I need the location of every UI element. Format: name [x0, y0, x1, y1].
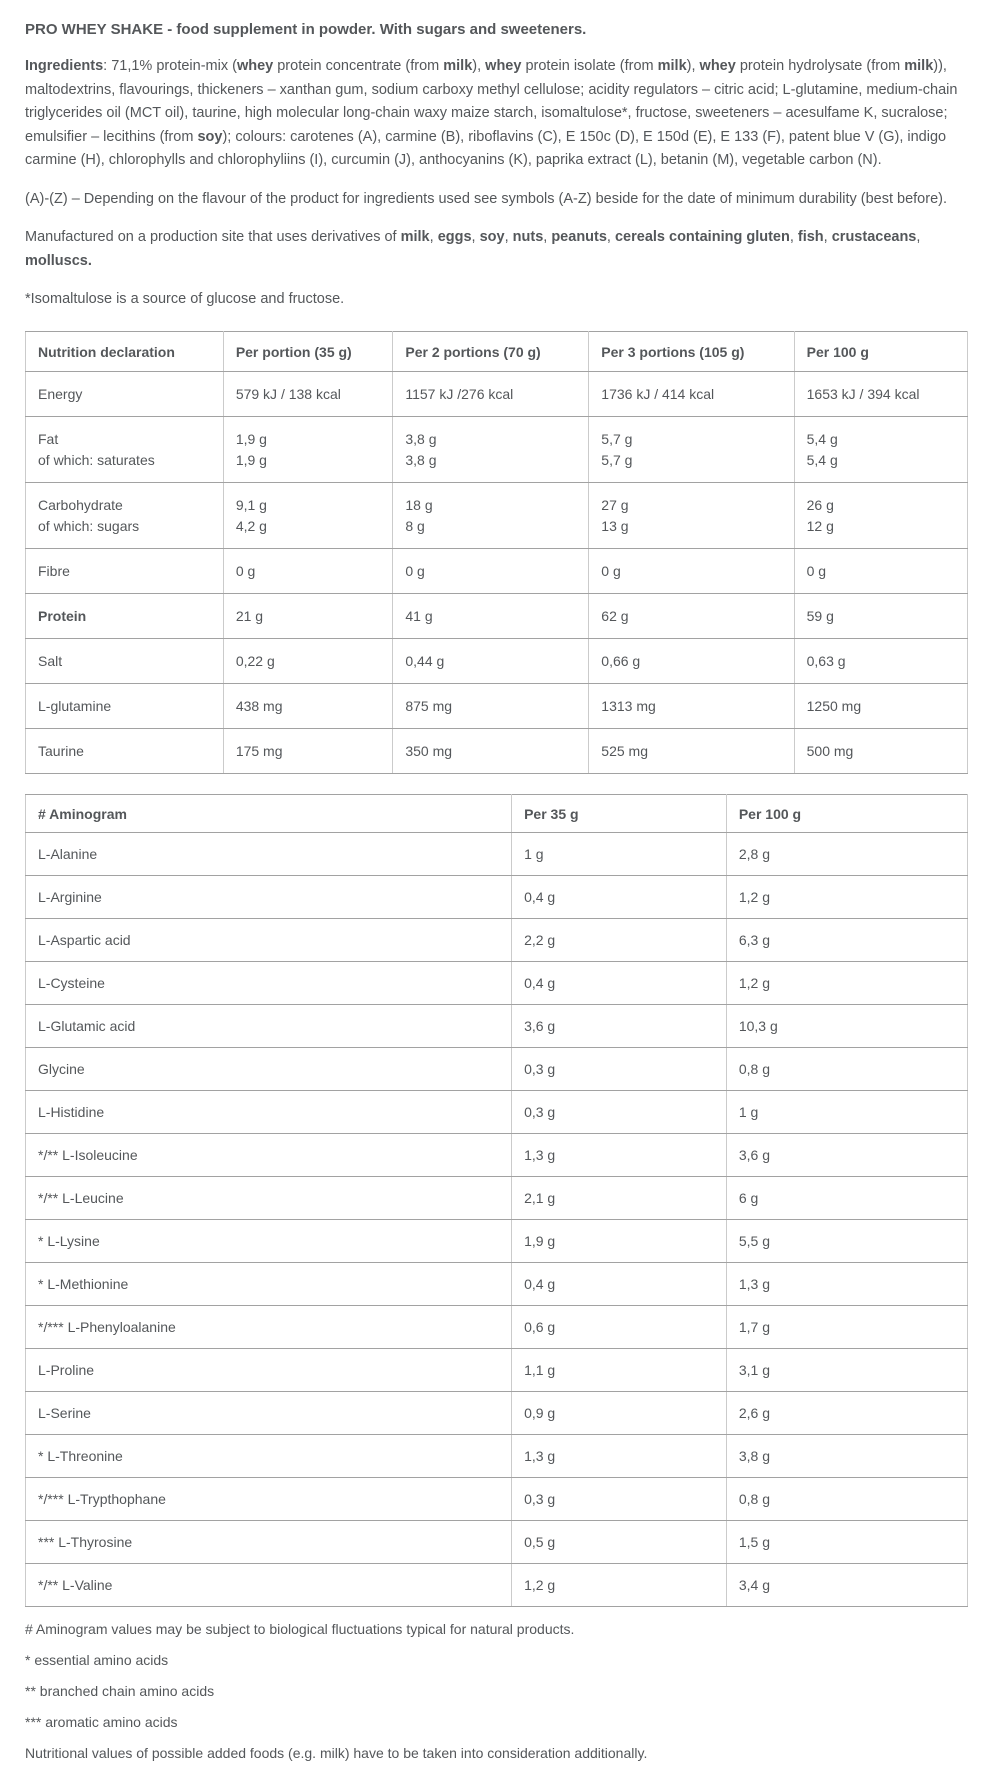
value-cell [794, 728, 967, 773]
column-header: Per 3 portions (105 g) [589, 331, 794, 371]
cell-text: 2,2 g [524, 931, 556, 948]
cell-text: 579 kJ / 138 kcal [235, 385, 341, 402]
bold-text-run: soy [479, 229, 505, 245]
cell-text: 0,3 g [524, 1060, 556, 1077]
aminogram-row [26, 832, 968, 875]
bold-text-run: molluscs. [25, 252, 92, 269]
value-cell [512, 875, 727, 918]
isomaltulose-note [25, 288, 968, 312]
text-run: : 71,1% protein-mix ( [103, 58, 237, 74]
aminogram-row [26, 1477, 968, 1520]
aminogram-row [26, 1262, 968, 1305]
cell-text: 0 g [601, 562, 621, 579]
value-cell [223, 416, 393, 482]
text-run: ), [472, 58, 486, 74]
cell-text: 1 g [738, 1103, 759, 1120]
cell-text: 1,2 g [738, 974, 770, 991]
cell-text: 5,5 g [738, 1232, 770, 1249]
flavour-symbols-note [25, 188, 968, 212]
value-cell [512, 1090, 727, 1133]
amino-acid-label-cell [26, 1090, 512, 1133]
aminogram-row [26, 1219, 968, 1262]
cell-text: L-Serine [38, 1404, 91, 1421]
value-cell [794, 416, 967, 482]
aminogram-row [26, 1563, 968, 1606]
cell-text: 3,8 g [405, 430, 437, 447]
cell-text: 0,6 g [524, 1318, 556, 1335]
amino-acid-label-cell [26, 832, 512, 875]
cell-text: Glycine [38, 1060, 85, 1077]
cell-text: */** L-Valine [38, 1576, 113, 1593]
row-label-cell [26, 683, 224, 728]
amino-acid-label-cell [26, 875, 512, 918]
value-cell [726, 1563, 967, 1606]
aminogram-table [25, 794, 968, 1607]
value-cell [512, 1477, 727, 1520]
cell-text: Protein [38, 607, 87, 624]
added-foods-footnote: Nutritional values of possible added foods (e.g. milk) have to be taken into consideration additionally. [25, 1744, 648, 1761]
value-cell [726, 918, 967, 961]
cell-text: 41 g [405, 607, 433, 624]
cell-text: 0,4 g [524, 974, 556, 991]
bold-text-run: fish [797, 229, 824, 245]
cell-text: L-Aspartic acid [38, 931, 131, 948]
column-header: Per 100 g [726, 794, 967, 832]
cell-text: 0,4 g [524, 888, 556, 905]
amino-acid-label-cell [26, 1262, 512, 1305]
cell-text: 1,3 g [524, 1447, 556, 1464]
cell-text: 0,5 g [524, 1533, 556, 1550]
text-run: , [789, 229, 798, 245]
cell-text: * L-Methionine [38, 1275, 129, 1292]
value-cell [223, 638, 393, 683]
row-label-cell [26, 638, 224, 683]
value-cell [223, 371, 393, 416]
value-cell [223, 683, 393, 728]
nutrition-row [26, 371, 968, 416]
cell-text: 5,7 g [601, 430, 633, 447]
nutrition-row [26, 638, 968, 683]
product-title: PRO WHEY SHAKE - food supplement in powder. With sugars and sweeteners. [25, 21, 587, 38]
amino-acid-label-cell [26, 1391, 512, 1434]
value-cell [393, 638, 589, 683]
value-cell [512, 1004, 727, 1047]
cell-text: 1736 kJ / 414 kcal [601, 385, 715, 402]
cell-text: 12 g [806, 517, 834, 534]
cell-text: L-Cysteine [38, 974, 105, 991]
text-run: , [916, 229, 921, 245]
value-cell [512, 918, 727, 961]
nutrition-row [26, 482, 968, 548]
value-cell [726, 832, 967, 875]
cell-text: 1,3 g [738, 1275, 770, 1292]
cell-text: 3,8 g [405, 451, 437, 468]
aminogram-row [26, 1047, 968, 1090]
value-cell [589, 593, 794, 638]
cell-text: 0,66 g [601, 652, 641, 669]
nutrition-declaration-table [25, 331, 968, 774]
value-cell [726, 1176, 967, 1219]
cell-text: 26 g [806, 496, 834, 513]
text-run: protein hydrolysate (from [735, 58, 905, 74]
cell-text: 13 g [601, 517, 629, 534]
amino-acid-label-cell [26, 918, 512, 961]
amino-acid-label-cell [26, 1434, 512, 1477]
cell-text: 0,8 g [738, 1490, 770, 1507]
cell-text: 6,3 g [738, 931, 770, 948]
amino-acid-label-cell [26, 1348, 512, 1391]
value-cell [726, 1133, 967, 1176]
cell-text: 0,4 g [524, 1275, 556, 1292]
aminogram-row [26, 1434, 968, 1477]
value-cell [512, 1219, 727, 1262]
amino-acid-label-cell [26, 1520, 512, 1563]
nutrition-row [26, 683, 968, 728]
amino-acid-label-cell [26, 1004, 512, 1047]
cell-text: 500 mg [806, 742, 854, 759]
value-cell [393, 683, 589, 728]
aminogram-row [26, 1133, 968, 1176]
ingredients-paragraph [25, 55, 968, 173]
value-cell [726, 1047, 967, 1090]
column-header: Per 100 g [794, 331, 967, 371]
cell-text: of which: sugars [38, 517, 140, 534]
amino-acid-label-cell [26, 1176, 512, 1219]
cell-text: 8 g [405, 517, 425, 534]
cell-text: 3,6 g [524, 1017, 556, 1034]
value-cell [393, 371, 589, 416]
cell-text: 1250 mg [806, 697, 862, 714]
cell-text: 9,1 g [235, 496, 267, 513]
cell-text: 2,6 g [738, 1404, 770, 1421]
cell-text: * L-Threonine [38, 1447, 123, 1464]
value-cell [589, 416, 794, 482]
row-label-cell [26, 416, 224, 482]
cell-text: * L-Lysine [38, 1232, 100, 1249]
cell-text: 1,9 g [235, 451, 267, 468]
amino-acid-label-cell [26, 1133, 512, 1176]
cell-text: 0,3 g [524, 1103, 556, 1120]
row-label-cell [26, 548, 224, 593]
value-cell [794, 683, 967, 728]
column-header: Per 2 portions (70 g) [393, 331, 589, 371]
cell-text: 875 mg [405, 697, 453, 714]
cell-text: */*** L-Trypthophane [38, 1490, 166, 1507]
value-cell [794, 371, 967, 416]
text-run: protein isolate (from [521, 58, 658, 74]
cell-text: Carbohydrate [38, 496, 123, 513]
text-run: , [606, 229, 615, 245]
value-cell [393, 548, 589, 593]
value-cell [726, 961, 967, 1004]
bold-text-run: soy [197, 128, 223, 145]
cell-text: */** L-Leucine [38, 1189, 124, 1206]
bold-text-run: cereals containing gluten [614, 229, 790, 245]
value-cell [393, 728, 589, 773]
cell-text: 0,22 g [235, 652, 275, 669]
bold-text-run: milk [904, 58, 934, 74]
cell-text: 1,1 g [524, 1361, 556, 1378]
text-run: ); colours: carotenes (A), carmine (B), riboflavins (C), E 150c (D), E 150d (E), E 133 (F), patent blue V (G), indigo carmine (H), chlorophylls and chlorophyliins (I), curcumin (J), anthocyanins (K), paprika extract (L), betanin (M), vegetable carbon (N). [25, 128, 947, 168]
nutrition-row [26, 728, 968, 773]
cell-text: of which: saturates [38, 451, 155, 468]
aminogram-row [26, 1004, 968, 1047]
cell-text: L-Histidine [38, 1103, 105, 1120]
text-run: Manufactured on a production site that uses derivatives of [25, 229, 401, 245]
cell-text: 1,9 g [235, 430, 267, 447]
cell-text: 1,2 g [738, 888, 770, 905]
cell-text: 438 mg [235, 697, 283, 714]
nutrition-row [26, 593, 968, 638]
cell-text: */*** L-Phenyloalanine [38, 1318, 176, 1335]
value-cell [726, 1004, 967, 1047]
text-run: , [471, 229, 480, 245]
cell-text: 5,4 g [806, 430, 838, 447]
value-cell [223, 593, 393, 638]
aromatic-amino-footnote: *** aromatic amino acids [25, 1713, 178, 1730]
value-cell [726, 1391, 967, 1434]
cell-text: 62 g [601, 607, 629, 624]
text-run: )), maltodextrins, flavourings, thickeners – xanthan gum, sodium carboxy methyl cellulose; acidity regulators – citric acid; L-glutamine, medium-chain triglycerides oil (MCT oil), taurine, high molecular long-chain waxy maize starch, isomaltulose*, fructose, sweeteners – acesulfame K, sucralose; emulsifier – lecithins (from [25, 58, 958, 145]
bcaa-footnote: ** branched chain amino acids [25, 1682, 215, 1699]
cell-text: Taurine [38, 742, 84, 759]
cell-text: 18 g [405, 496, 433, 513]
amino-acid-label-cell [26, 1477, 512, 1520]
cell-text: 1,2 g [524, 1576, 556, 1593]
aminogram-row [26, 1391, 968, 1434]
value-cell [223, 482, 393, 548]
value-cell [512, 1047, 727, 1090]
cell-text: L-Glutamic acid [38, 1017, 136, 1034]
cell-text: */** L-Isoleucine [38, 1146, 138, 1163]
bold-text-run: peanuts [551, 229, 607, 245]
value-cell [512, 1348, 727, 1391]
value-cell [393, 593, 589, 638]
cell-text: L-glutamine [38, 697, 112, 714]
value-cell [726, 875, 967, 918]
column-header: Per 35 g [512, 794, 727, 832]
text-run: protein concentrate (from [273, 58, 444, 74]
cell-text: 1157 kJ /276 kcal [405, 385, 514, 402]
bold-text-run: crustaceans [831, 229, 917, 245]
text-run: , [429, 229, 438, 245]
aminogram-row [26, 1305, 968, 1348]
nutrition-row [26, 548, 968, 593]
bold-text-run: whey [699, 58, 736, 74]
row-label-cell [26, 482, 224, 548]
value-cell [589, 728, 794, 773]
bold-text-run: whey [485, 58, 522, 74]
row-label-cell [26, 371, 224, 416]
value-cell [223, 548, 393, 593]
value-cell [589, 371, 794, 416]
value-cell [589, 638, 794, 683]
value-cell [726, 1262, 967, 1305]
nutrition-row [26, 416, 968, 482]
row-label-cell [26, 728, 224, 773]
cell-text: 3,6 g [738, 1146, 770, 1163]
value-cell [726, 1090, 967, 1133]
cell-text: 10,3 g [738, 1017, 778, 1034]
value-cell [794, 638, 967, 683]
allergen-note [25, 226, 968, 273]
text-run: *Isomaltulose is a source of glucose and fructose. [25, 291, 345, 307]
cell-text: 350 mg [405, 742, 453, 759]
column-header: # Aminogram [26, 794, 512, 832]
bold-text-run: milk [657, 58, 687, 74]
value-cell [726, 1219, 967, 1262]
amino-acid-label-cell [26, 961, 512, 1004]
value-cell [794, 548, 967, 593]
cell-text: L-Alanine [38, 845, 98, 862]
cell-text: 3,8 g [738, 1447, 770, 1464]
column-header: Per portion (35 g) [223, 331, 393, 371]
text-run: , [504, 229, 513, 245]
cell-text: 0,9 g [524, 1404, 556, 1421]
cell-text: Energy [38, 385, 83, 402]
value-cell [512, 961, 727, 1004]
value-cell [726, 1348, 967, 1391]
cell-text: 1 g [524, 845, 544, 862]
value-cell [726, 1520, 967, 1563]
aminogram-fluctuation-footnote: # Aminogram values may be subject to biological fluctuations typical for natural products. [25, 1620, 575, 1637]
cell-text: 0,8 g [738, 1060, 770, 1077]
row-label-cell [26, 593, 224, 638]
bold-text-run: milk [443, 58, 473, 74]
cell-text: 0,44 g [405, 652, 445, 669]
cell-text: 0,3 g [524, 1490, 556, 1507]
cell-text: 5,4 g [806, 451, 838, 468]
value-cell [393, 416, 589, 482]
cell-text: 0 g [806, 562, 827, 579]
value-cell [794, 482, 967, 548]
value-cell [794, 593, 967, 638]
value-cell [512, 1434, 727, 1477]
cell-text: 1313 mg [601, 697, 656, 714]
aminogram-row [26, 875, 968, 918]
value-cell [589, 683, 794, 728]
cell-text: 0 g [235, 562, 256, 579]
column-header: Nutrition declaration [26, 331, 224, 371]
cell-text: 6 g [738, 1189, 759, 1206]
value-cell [512, 1391, 727, 1434]
value-cell [512, 1133, 727, 1176]
text-run: , [823, 229, 832, 245]
amino-acid-label-cell [26, 1563, 512, 1606]
amino-acid-label-cell [26, 1047, 512, 1090]
cell-text: 59 g [806, 607, 834, 624]
nutrition-header-row [26, 331, 968, 371]
cell-text: Fibre [38, 562, 70, 579]
value-cell [512, 1520, 727, 1563]
value-cell [589, 482, 794, 548]
cell-text: 525 mg [601, 742, 648, 759]
cell-text: L-Proline [38, 1361, 95, 1378]
cell-text: 1,5 g [738, 1533, 770, 1550]
aminogram-row [26, 1520, 968, 1563]
bold-text-run: milk [400, 229, 430, 245]
cell-text: 0,63 g [806, 652, 846, 669]
value-cell [512, 1305, 727, 1348]
cell-text: 21 g [235, 607, 264, 624]
cell-text: 175 mg [235, 742, 283, 759]
value-cell [512, 1262, 727, 1305]
cell-text: 27 g [601, 496, 629, 513]
value-cell [726, 1477, 967, 1520]
cell-text: *** L-Thyrosine [38, 1533, 133, 1550]
value-cell [393, 482, 589, 548]
bold-text-run: eggs [437, 229, 472, 245]
aminogram-row [26, 1176, 968, 1219]
aminogram-row [26, 1090, 968, 1133]
value-cell [512, 1176, 727, 1219]
cell-text: 5,7 g [601, 451, 633, 468]
cell-text: 3,1 g [738, 1361, 770, 1378]
value-cell [512, 1563, 727, 1606]
text-run: (A)-(Z) – Depending on the flavour of the product for ingredients used see symbols (A-Z) beside for the date of minimum durability (best before). [25, 190, 947, 207]
cell-text: Fat [38, 430, 59, 447]
text-run: , [543, 229, 552, 245]
text-run: ), [686, 58, 700, 74]
aminogram-row [26, 918, 968, 961]
cell-text: 0 g [405, 562, 425, 579]
value-cell [726, 1434, 967, 1477]
value-cell [512, 832, 727, 875]
essential-amino-footnote: * essential amino acids [25, 1651, 169, 1668]
cell-text: 4,2 g [235, 517, 267, 534]
aminogram-row [26, 961, 968, 1004]
cell-text: 1,9 g [524, 1232, 556, 1249]
value-cell [223, 728, 393, 773]
bold-text-run: nuts [512, 229, 544, 245]
cell-text: 3,4 g [738, 1576, 770, 1593]
cell-text: 1653 kJ / 394 kcal [806, 385, 920, 402]
aminogram-header-row [26, 794, 968, 832]
cell-text: 1,3 g [524, 1146, 556, 1163]
value-cell [589, 548, 794, 593]
cell-text: L-Arginine [38, 888, 102, 905]
cell-text: 2,1 g [524, 1189, 556, 1206]
aminogram-row [26, 1348, 968, 1391]
bold-text-run: Ingredients [25, 58, 104, 74]
cell-text: Salt [38, 652, 63, 669]
amino-acid-label-cell [26, 1219, 512, 1262]
cell-text: 1,7 g [738, 1318, 770, 1335]
amino-acid-label-cell [26, 1305, 512, 1348]
cell-text: 2,8 g [738, 845, 770, 862]
value-cell [726, 1305, 967, 1348]
bold-text-run: whey [236, 58, 274, 74]
